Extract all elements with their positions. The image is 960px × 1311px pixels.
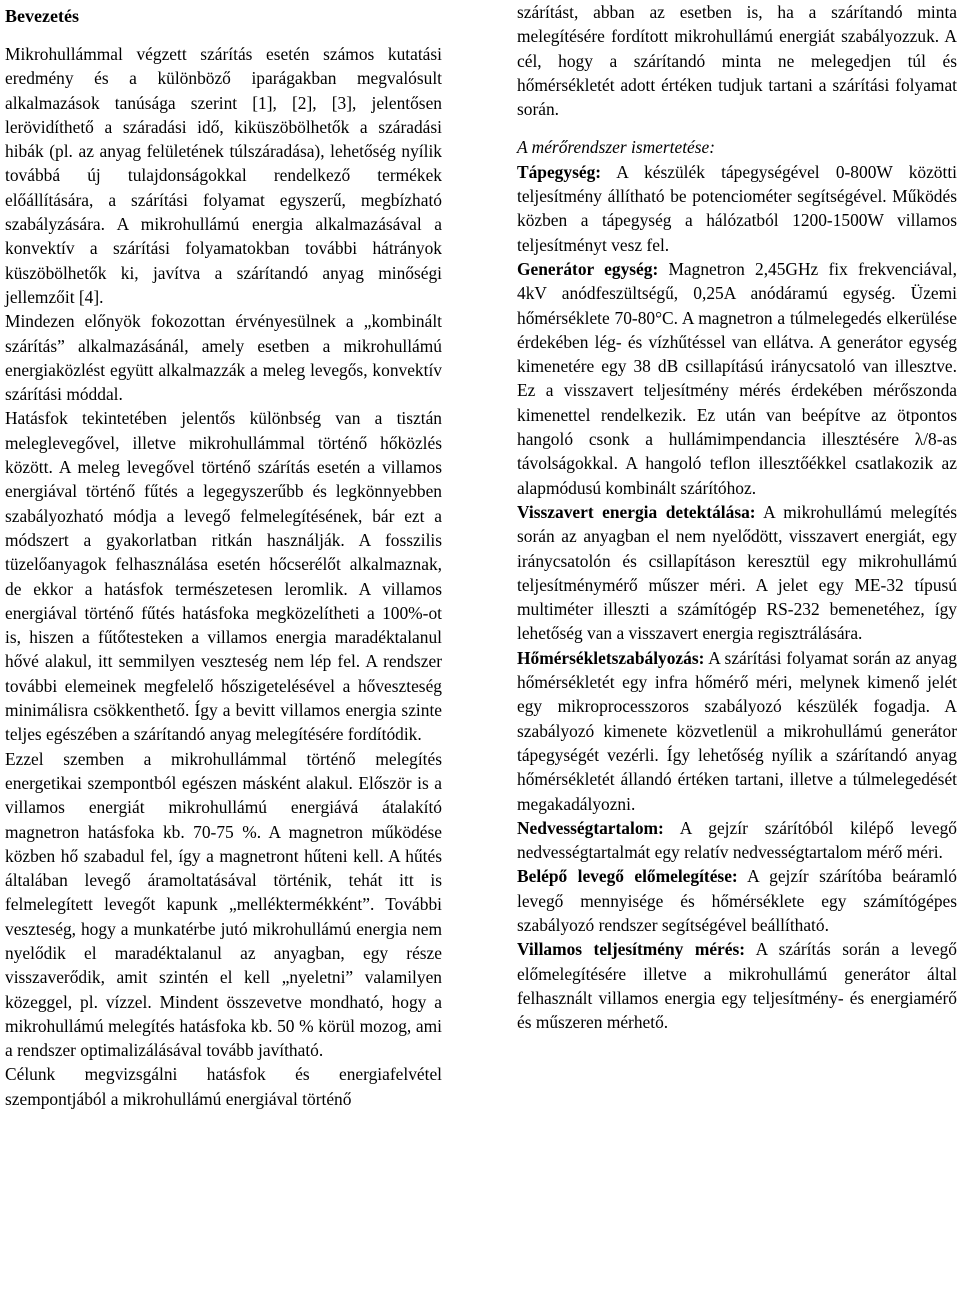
- term-label: Generátor egység:: [517, 258, 659, 279]
- section-heading: Bevezetés: [5, 6, 79, 26]
- paragraph-intro: Mikrohullámmal végzett szárítás esetén számos kutatási eredmény és a különböző iparágakban megvalósult alkalmazások tanúsága szerint [1], [2], [3], jelentősen lerövidíthető a száradási idő, kiküszöbölhetők a száradási hibák (pl. az anyag felületének túlszáradása), lehetőség nyílik továbbá új tulajdonságokkal rendelkező termékek előállítására, a szárítási folyamat egyszerű, megbízható szabályzására. A mikrohullámú energia alkalmazásával a konvektív a szárítási folyamatokban további hátrányok küszöbölhetők ki, javítva a szárítandó anyag minőségi jellemzőit [4].: [5, 44, 442, 307]
- term-label: Villamos teljesítmény mérés:: [517, 939, 746, 960]
- measurement-system-subheading: A mérőrendszer ismertetése:: [517, 137, 716, 158]
- term-label: Belépő levegő előmelegítése:: [517, 866, 738, 887]
- term-label: Hőmérsékletszabályozás:: [517, 647, 705, 668]
- term-label: Nedvességtartalom:: [517, 817, 664, 838]
- term-text: A gejzír szárítóba beáramló levegő mennyisége és hőmérséklete egy számítógépes szabályozó rendszer segítségével beállítható.: [517, 866, 957, 935]
- item-electric-power-measurement: [517, 937, 957, 1034]
- item-air-preheating: [517, 864, 957, 937]
- term-text: A készülék tápegységével 0-800W közötti teljesítmény állítható be potenciométer segítségével. Működés közben a tápegység a hálózatból 1200-1500W villamos teljesítményt vesz fel.: [517, 161, 957, 255]
- paragraph-goal: Célunk megvizsgálni hatásfok és energiafelvétel szempontjából a mikrohullámú energiával történő: [5, 1064, 442, 1109]
- item-temperature-control: [517, 646, 957, 816]
- term-label: Tápegység:: [517, 161, 602, 182]
- term-text: A szárítási folyamat során az anyag hőmérsékletét egy infra hőmérő méri, melynek kimenő jelét egy mikroprocesszoros szabályozó készülék fogadja. A szabályozó kimenete közvetlenül a mikrohullámú generátor tápegységét vezérli. Így lehetőség nyílik a szárítandó anyag hőmérsékletét állandó értéken tartani, illetve a túlmelegedését megakadályozni.: [517, 647, 957, 814]
- right-column: [517, 0, 957, 1034]
- paragraph-efficiency: Hatásfok tekintetében jelentős különbség van a tisztán meleglevegővel, illetve mikrohullámmal történő hőközlés között. A meleg levegővel történő szárítás esetén a villamos energiával történő fűtés a legegyszerűbb és legkönnyebben szabályozható módja a levegő felmelegítésének, bár ezt a módszert a gyakorlatban ritkán használják. A fosszilis tüzelőanyagok felhasználása esetén hőcserélőt alkalmaznak, de ekkor a hatásfok természetesen leromlik. A villamos energiával történő fűtés hatásfoka megközelítheti a 100%-ot is, hiszen a fűtőtesteken a villamos energia maradéktalanul hővé alakul, itt semmilyen veszteség nem lép fel. A rendszer további elemeinek megfelelő hőszigetelésével a hőveszteség minimálisra csökkenthető. Így a bevitt villamos energia szinte teljes egészében a szárítandó anyag melegítésére fordítódik.: [5, 408, 442, 745]
- item-generator: [517, 257, 957, 500]
- item-moisture-content: [517, 816, 957, 865]
- item-power-supply: [517, 160, 957, 257]
- term-text: A mikrohullámú melegítés során az anyagban el nem nyelődött, visszavert energiát, egy iránycsatolón és csillapításon keresztül egy mikrohullámú teljesítménymérő műszer méri. A jelet egy ME-32 típusú multiméter illeszti a számítógép RS-232 bemenetéhez, így lehetőség van a visszavert energia regisztrálására.: [517, 501, 957, 644]
- paragraph-combined-drying: Mindezen előnyök fokozottan érvényesülnek a „kombinált szárítás” alkalmazásánál, amely esetben a mikrohullámú energiaközlést együtt alkalmazzák a meleg levegős, konvektív szárítási móddal.: [5, 311, 442, 405]
- item-reflected-energy: [517, 500, 957, 646]
- left-column: [5, 0, 442, 1111]
- paragraph-microwave-heating: Ezzel szemben a mikrohullámmal történő melegítés energetikai szempontból egészen másként alakul. Először is a villamos energiát mikrohullámú energiává átalakító magnetron hatásfoka kb. 70-75 %. A magnetron működése közben hő szabadul fel, így a magnetront hűteni kell. A hűtés általában levegő áramoltatásával történik, tehát itt is felmelegített levegőt kapunk „melléktermékként”. További veszteség, hogy a munkatérbe jutó mikrohullámú energia nem nyelődik el maradéktalanul az anyagban, egy része visszaverődik, amit szintén el kell „nyeletni” valamilyen közeggel, pl. vízzel. Mindent összevetve mondható, hogy a mikrohullámú melegítés hatásfoka kb. 50 % körül mozog, ami a rendszer optimalizálásával tovább javítható.: [5, 748, 442, 1061]
- term-text: A szárítás során a levegő előmelegítésére illetve a mikrohullámú generátor által felhasznált villamos energia egy teljesítmény- és energiamérő és műszeren mérhető.: [517, 939, 957, 1033]
- paragraph-goal-continued: szárítást, abban az esetben is, ha a szárítandó minta melegítésére fordított mikrohullámú energiát szabályozzuk. A cél, hogy a szárítandó minta ne melegedjen túl és hőmérsékletét adott értéken tudjuk tartani a szárítási folyamat során.: [517, 2, 957, 120]
- term-text: Magnetron 2,45GHz fix frekvenciával, 4kV anódfeszültségű, 0,25A anódáramú egység. Üzemi hőmérséklete 70-80°C. A magnetron a túlmelegedés elkerülése érdekében lég- és vízhűtéssel van ellátva. A generátor egység kimenetére egy 38 dB csillapítású iránycsatoló van illesztve. Ez a visszavert teljesítmény mérés érdekében mérőszonda kimenettel rendelkezik. Ez után van beépítve az ötpontos hangoló csonk a hullámimpendancia illesztésére λ/8-as távolságokkal. A hangoló teflon illesztőékkel csatlakozik az alapmódusú kombinált szárítóhoz.: [517, 258, 957, 498]
- term-label: Visszavert energia detektálása:: [517, 501, 756, 522]
- term-text: A gejzír szárítóból kilépő levegő nedvességtartalmát egy relatív nedvességtartalom mérő méri.: [517, 817, 957, 863]
